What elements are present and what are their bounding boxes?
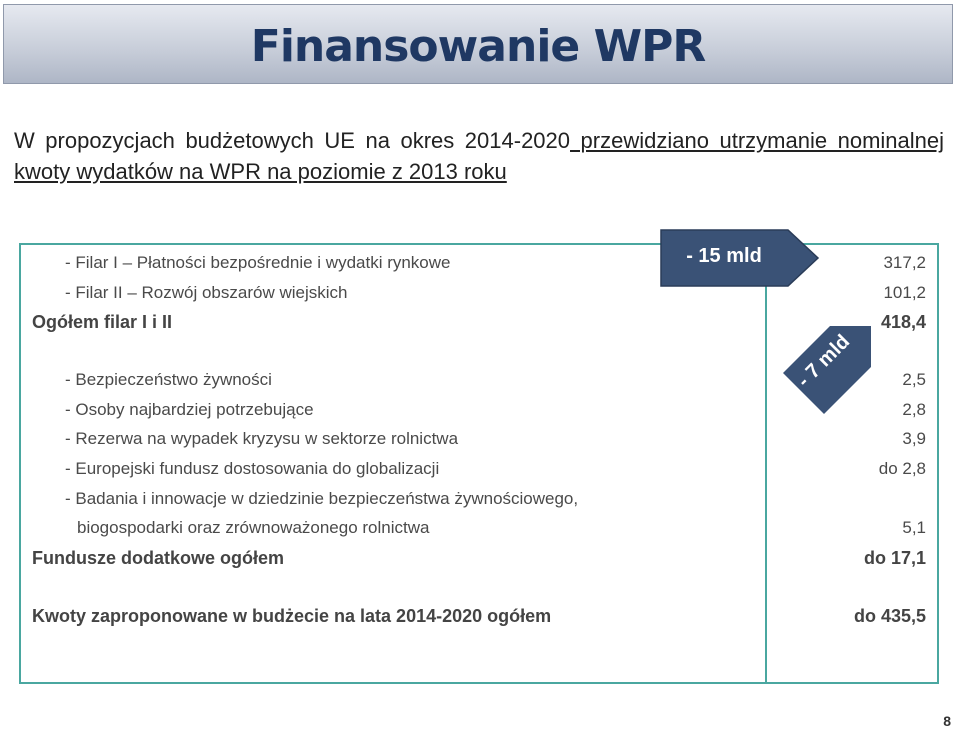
table-row-grand-total	[0, 606, 960, 632]
title-bar	[3, 4, 953, 84]
row-value: 5,1	[902, 518, 926, 537]
table-row-total	[0, 548, 960, 574]
callout-label: - 15 mld	[686, 245, 762, 267]
row-value: do 17,1	[863, 548, 926, 568]
row-label: - Osoby najbardziej potrzebujące	[65, 400, 314, 419]
callout-label: - 7 mld	[793, 330, 855, 392]
row-value: 101,2	[883, 283, 926, 302]
row-label: Ogółem filar I i II	[32, 312, 173, 332]
row-value: 3,9	[902, 429, 926, 448]
row-label: - Badania i innowacje w dziedzinie bezpieczeństwa żywnościowego,	[65, 489, 579, 508]
row-label: biogospodarki oraz zrównoważonego rolnictwa	[77, 518, 430, 537]
intro-part-1: W propozycjach budżetowych UE na okres 2014-2020	[14, 128, 571, 153]
row-label: Kwoty zaproponowane w budżecie na lata 2014-2020 ogółem	[32, 606, 552, 626]
page-number: 8	[943, 713, 951, 729]
row-label: - Bezpieczeństwo żywności	[65, 370, 272, 389]
row-value: 2,8	[902, 400, 926, 419]
intro-text	[14, 125, 944, 187]
row-label: - Europejski fundusz dostosowania do globalizacji	[65, 459, 440, 478]
row-value: 418,4	[880, 312, 926, 332]
slide-title: Finansowanie WPR	[250, 21, 706, 72]
intro-part-2: przewidziano utrzymanie nominalnej kwoty wydatków na WPR na poziomie z 2013 roku	[14, 128, 944, 184]
table-row	[0, 459, 960, 485]
row-label: - Filar I – Płatności bezpośrednie i wydatki rynkowe	[65, 253, 451, 272]
row-value: 2,5	[902, 370, 926, 389]
row-value: do 2,8	[878, 459, 926, 478]
row-value: do 435,5	[853, 606, 926, 626]
row-label: - Filar II – Rozwój obszarów wiejskich	[65, 283, 348, 302]
callout-arrow-7mld	[783, 326, 861, 404]
table-row	[0, 429, 960, 455]
table-row	[0, 489, 960, 515]
callout-arrow-15mld	[660, 229, 820, 287]
table-row	[0, 518, 960, 544]
row-label: - Rezerwa na wypadek kryzysu w sektorze rolnictwa	[65, 429, 459, 448]
row-label: Fundusze dodatkowe ogółem	[32, 548, 285, 568]
row-value: 317,2	[883, 253, 926, 272]
